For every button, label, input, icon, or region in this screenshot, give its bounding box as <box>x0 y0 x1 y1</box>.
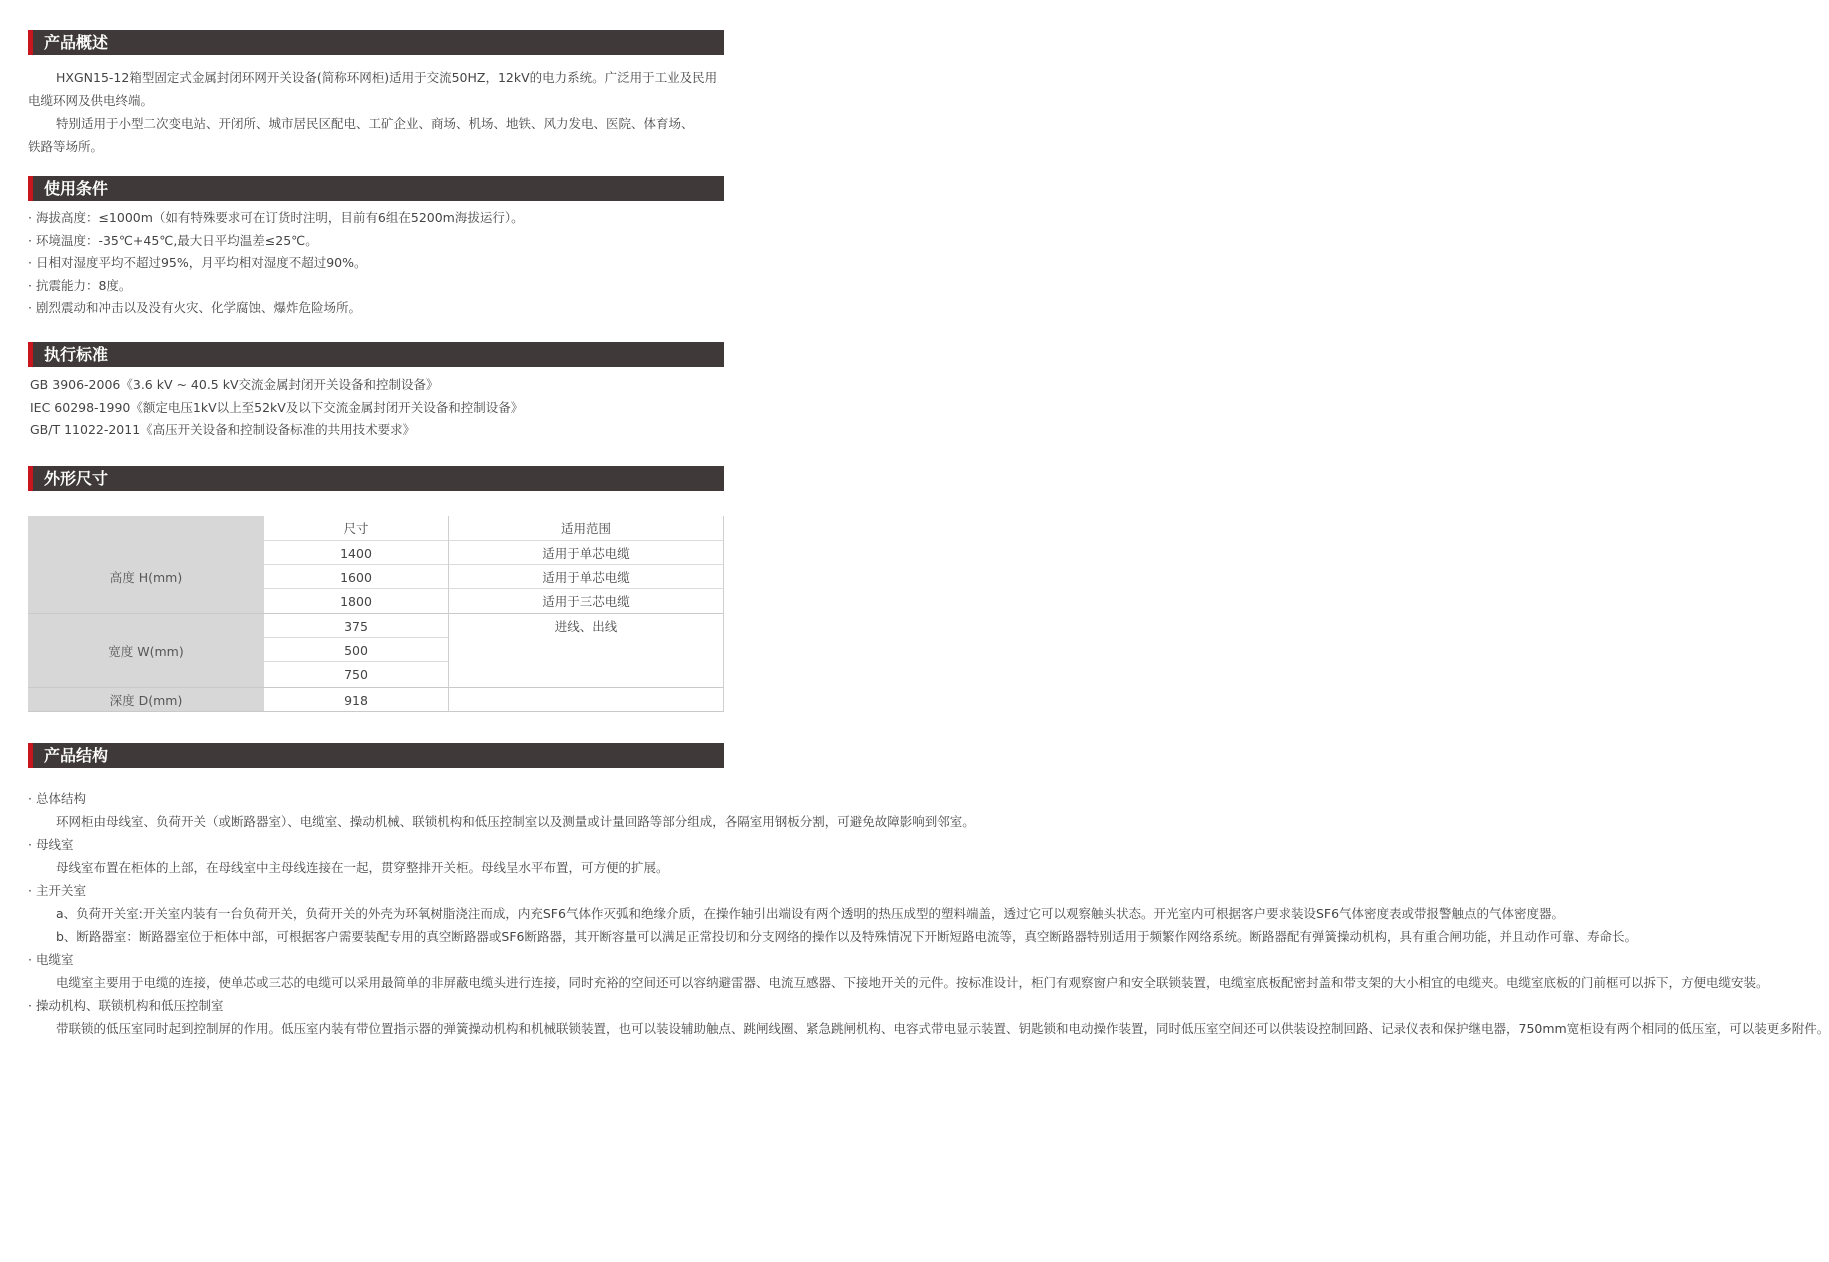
width-size: 500 <box>344 642 368 658</box>
table-divider <box>264 564 724 565</box>
list-item: · 海拔高度：≤1000m（如有特殊要求可在订货时注明，目前有6组在5200m海拔运行）。 <box>28 210 524 225</box>
paragraph: 电缆室主要用于电缆的连接，使单芯或三芯的电缆可以采用最简单的非屏蔽电缆头进行连接，同时充裕的空间还可以容纳避雷器、电流互感器、下接地开关的元件。按标准设计，柜门有观察窗户和安全联锁装置，电缆室底板配密封盖和带支架的大小相宜的电缆夹。电缆室底板的门前框可以拆下，方便电缆安装。 <box>56 975 1769 990</box>
width-label: 宽度 W(mm) <box>28 614 264 687</box>
height-scope: 适用于三芯电缆 <box>542 594 630 609</box>
table-divider <box>28 711 724 712</box>
header-scope: 适用范围 <box>560 521 611 536</box>
section-header-structure <box>28 743 724 768</box>
table-divider <box>448 516 449 712</box>
depth-size: 918 <box>344 692 368 708</box>
table-divider <box>264 661 448 662</box>
paragraph: 带联锁的低压室同时起到控制屏的作用。低压室内装有带位置指示器的弹簧操动机构和机械联锁装置，也可以装设辅助触点、跳闸线圈、紧急跳闸机构、电容式带电显示装置、钥匙锁和电动操作装置，同时低压室空间还可以供装设控制回路、记录仪表和保护继电器，750mm宽柜设有两个相同的低压室，可以装更多附件。 <box>56 1021 1829 1036</box>
section-title: 使用条件 <box>44 179 109 198</box>
table-divider <box>264 588 724 589</box>
standards-list <box>30 374 726 442</box>
list-item: · 日相对湿度平均不超过95%，月平均相对湿度不超过90%。 <box>28 255 367 270</box>
structure-content <box>28 787 1829 1040</box>
overview-line: 铁路等场所。 <box>28 139 104 154</box>
width-scope: 进线、出线 <box>554 619 618 634</box>
accent-mark <box>28 30 33 55</box>
paragraph: 母线室布置在柜体的上部，在母线室中主母线连接在一起，贯穿整排开关柜。母线呈水平布置，可方便的扩展。 <box>56 860 669 875</box>
subsection-title: · 操动机构、联锁机构和低压控制室 <box>28 998 224 1013</box>
conditions-list <box>28 207 724 320</box>
accent-mark <box>28 176 33 201</box>
width-size: 750 <box>344 666 368 682</box>
section-header-dimensions <box>28 466 724 491</box>
section-title: 外形尺寸 <box>44 469 109 488</box>
standard-item: IEC 60298-1990《额定电压1kV以上至52kV及以下交流金属封闭开关设备和控制设备》 <box>30 399 524 415</box>
accent-mark <box>28 743 33 768</box>
section-header-conditions <box>28 176 724 201</box>
subsection-title: · 主开关室 <box>28 883 86 898</box>
dimensions-table <box>28 516 724 712</box>
standard-item: GB/T 11022-2011《高压开关设备和控制设备标准的共用技术要求》 <box>30 422 416 437</box>
section-header-standards <box>28 342 724 367</box>
subsection-title: · 母线室 <box>28 837 74 852</box>
standard-item: GB 3906-2006《3.6 kV ~ 40.5 kV交流金属封闭开关设备和控制设备》 <box>30 377 439 392</box>
table-divider <box>28 613 724 614</box>
table-divider <box>723 516 724 712</box>
height-scope: 适用于单芯电缆 <box>542 570 630 585</box>
section-title: 执行标准 <box>44 345 109 364</box>
table-divider <box>28 687 724 688</box>
header-size: 尺寸 <box>343 521 369 536</box>
height-size: 1400 <box>340 545 372 561</box>
height-scope: 适用于单芯电缆 <box>542 546 630 561</box>
table-corner <box>28 516 264 540</box>
height-size: 1600 <box>340 569 372 585</box>
height-label: 高度 H(mm) <box>28 540 264 613</box>
subsection-title: · 总体结构 <box>28 791 86 806</box>
paragraph: 环网柜由母线室、负荷开关（或断路器室）、电缆室、操动机械、联锁机构和低压控制室以及测量或计量回路等部分组成，各隔室用钢板分割，可避免故障影响到邻室。 <box>56 814 975 829</box>
section-header-overview <box>28 30 724 55</box>
overview-line: 特别适用于小型二次变电站、开闭所、城市居民区配电、工矿企业、商场、机场、地铁、风力发电、医院、体育场、 <box>56 116 694 131</box>
overview-line: 电缆环网及供电终端。 <box>28 93 154 108</box>
table-divider <box>264 540 724 541</box>
section-title: 产品概述 <box>44 33 109 52</box>
height-size: 1800 <box>340 593 372 609</box>
paragraph: a、负荷开关室:开关室内装有一台负荷开关，负荷开关的外壳为环氧树脂浇注而成，内充SF6气体作灭弧和绝缘介质，在操作轴引出端设有两个透明的热压成型的塑料端盖，透过它可以观察触头状态。开光室内可根据客户要求装设SF6气体密度表或带报警触点的气体密度器。 <box>56 906 1565 921</box>
overview-line: HXGN15-12箱型固定式金属封闭环网开关设备(简称环网柜)适用于交流50HZ，12kV的电力系统。广泛用于工业及民用 <box>56 70 718 85</box>
accent-mark <box>28 342 33 367</box>
overview-text <box>28 66 724 158</box>
paragraph: b、断路器室：断路器室位于柜体中部，可根据客户需要装配专用的真空断路器或SF6断路器，其开断容量可以满足正常投切和分支网络的操作以及特殊情况下开断短路电流等，真空断路器特别适用于频繁作网络系统。断路器配有弹簧操动机构，具有重合闸功能，并且动作可靠、寿命长。 <box>56 929 1638 944</box>
accent-mark <box>28 466 33 491</box>
subsection-title: · 电缆室 <box>28 952 74 967</box>
list-item: · 剧烈震动和冲击以及没有火灾、化学腐蚀、爆炸危险场所。 <box>28 300 361 315</box>
list-item: · 抗震能力：8度。 <box>28 277 132 293</box>
depth-label: 深度 D(mm) <box>28 688 264 712</box>
list-item: · 环境温度：-35℃+45℃,最大日平均温差≤25℃。 <box>28 232 318 248</box>
width-size: 375 <box>344 618 368 634</box>
section-title: 产品结构 <box>44 746 109 765</box>
table-divider <box>264 637 448 638</box>
